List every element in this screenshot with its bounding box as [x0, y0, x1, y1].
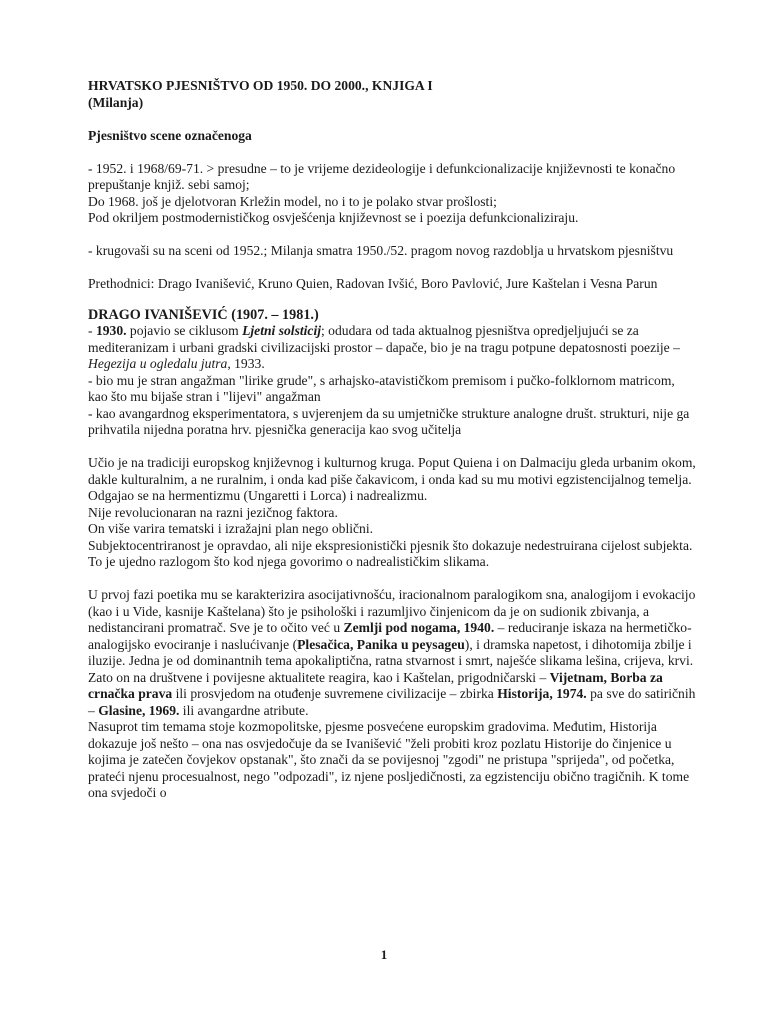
- text-run: pojavio se ciklusom: [126, 323, 243, 338]
- work-title: Plesačica, Panika u peysageu: [297, 636, 465, 652]
- paragraph: Nije revolucionaran na razni jezičnog faktora.: [88, 504, 338, 520]
- paragraph: - 1952. i 1968/69-71. > presudne – to je vrijeme dezideologije i defunkcionalizacije književnosti te konačno prepuštanje knjiž. sebi samoj;: [88, 160, 676, 192]
- text-run: ili avangardne atribute.: [179, 702, 309, 718]
- year-label: 1930.: [95, 323, 127, 338]
- document-title: HRVATSKO PJESNIŠTVO OD 1950. DO 2000., KNJIGA I: [88, 78, 433, 93]
- paragraph: [88, 587, 696, 719]
- text-run: -: [88, 323, 96, 338]
- document-subtitle: (Milanja): [88, 94, 144, 110]
- paragraph: [88, 323, 696, 373]
- paragraph: - kao avangardnog eksperimentatora, s uvjerenjem da su umjetničke strukture analogne društ. strukturi, nije ga prihvatila nijedna poratna hrv. pjesnička generacija kao svog učitelja: [88, 405, 690, 437]
- paragraph: Odgajao se na hermentizmu (Ungaretti i Lorca) i nadrealizmu.: [88, 488, 428, 503]
- paragraph: Do 1968. još je djelotvoran Krležin model, no i to je polako stvar prošlosti;: [88, 193, 497, 209]
- text-run: , 1933.: [227, 356, 265, 371]
- work-title: Hegezija u ogledalu jutra: [88, 356, 228, 371]
- text-run: – reduciranje iskaza na hermetičko-analogijsko evociranje i naslućivanje (: [88, 620, 692, 652]
- text-run: ili prosvjedom na otuđenje suvremene civilizacije – zbirka: [172, 686, 498, 701]
- work-title: Historija, 1974.: [497, 686, 587, 701]
- paragraph: Prethodnici: Drago Ivanišević, Kruno Quien, Radovan Ivšić, Boro Pavlović, Jure Kaštelan i Vesna Parun: [88, 276, 658, 291]
- work-title: Glasine, 1969.: [98, 702, 180, 718]
- paragraph: - bio mu je stran angažman "lirike grude", s arhajsko-atavističkom premisom i pučko-folklornom matricom, kao što mu bijaše stran i "lijevi" angažman: [88, 372, 675, 404]
- page-number: 1: [380, 947, 388, 962]
- paragraph: Učio je na tradiciji europskog književnog i kulturnog kruga. Poput Quiena i on Dalmaciju gleda urbanim okom, dakle kulturalnim, a ne ruralnim, i onda kad piše čakavicom, i onda kad su mu motivi egzistencijalnog temelja.: [88, 455, 696, 487]
- paragraph: Pod okriljem postmodernističkog osvješćenja književnost se i poezija defunkcionaliziraju.: [88, 210, 579, 225]
- author-heading: DRAGO IVANIŠEVIĆ (1907. – 1981.): [88, 306, 319, 323]
- text-run: pa sve do satiričnih –: [88, 686, 696, 718]
- text-run: ; odudara od tada aktualnog pjesništva opredjeljujući se za mediteranizam i urbani gradski civilizacijski prostor – dapače, bio je na tragu potpune depatosnosti poezije –: [88, 323, 680, 355]
- section-heading: Pjesništvo scene označenoga: [88, 127, 252, 143]
- work-title: Vijetnam, Borba za crnačka prava: [88, 669, 663, 701]
- text-run: ), i dramska napetost, i dihotomija zbilje i iluzije. Jedna je od dominantnih tema apokaliptična, ratna stvarnost i smrt, naješće slikama lešina, crijeva, krvi. Zato on na društvene i povijesne aktualitete reagira, kao i Kaštelan, prigodničarski –: [88, 636, 694, 685]
- text-run: U prvoj fazi poetika mu se karakterizira asocijativnošću, iracionalnom paralogikom sna, analogijom i evokacijo (kao i u Vide, kasnije Kaštelana) što je psihološki i razumljivo činjenicom da je on sudionik zbivanja, a nedistancirani promatrač. Sve je to očito već u: [88, 587, 696, 635]
- paragraph: - krugovaši su na sceni od 1952.; Milanja smatra 1950./52. pragom novog razdoblja u hrvatskom pjesništvu: [88, 243, 674, 258]
- paragraph: Nasuprot tim temama stoje kozmopolitske, pjesme posvećene europskim gradovima. Međutim, Historija dokazuje još nešto – ona nas osvjedočuje da se Ivanišević "želi probiti kroz pozlatu Historije do činjenice u kojima je zatečen čovjekov opstanak", što znači da se povijesnoj "zgodi" ne pristupa "sprijeda", od početka, prateći njenu procesualnost, nego "odpozadi", iz njene posljedičnosti, za egzistenciju obično tragičnih. K tome ona svjedoči o: [88, 719, 690, 800]
- work-title: Ljetni solsticij: [242, 323, 321, 338]
- document-page: [88, 78, 696, 802]
- paragraph: Subjektocentriranost je opravdao, ali nije ekspresionistički pjesnik što dokazuje nedestruirana cijelost subjekta. To je ujedno razlogom što kod njega govorimo o nadrealističkim slikama.: [88, 537, 693, 569]
- paragraph: On više varira tematski i izražajni plan nego oblični.: [88, 521, 373, 536]
- work-title: Zemlji pod nogama, 1940.: [343, 620, 495, 635]
